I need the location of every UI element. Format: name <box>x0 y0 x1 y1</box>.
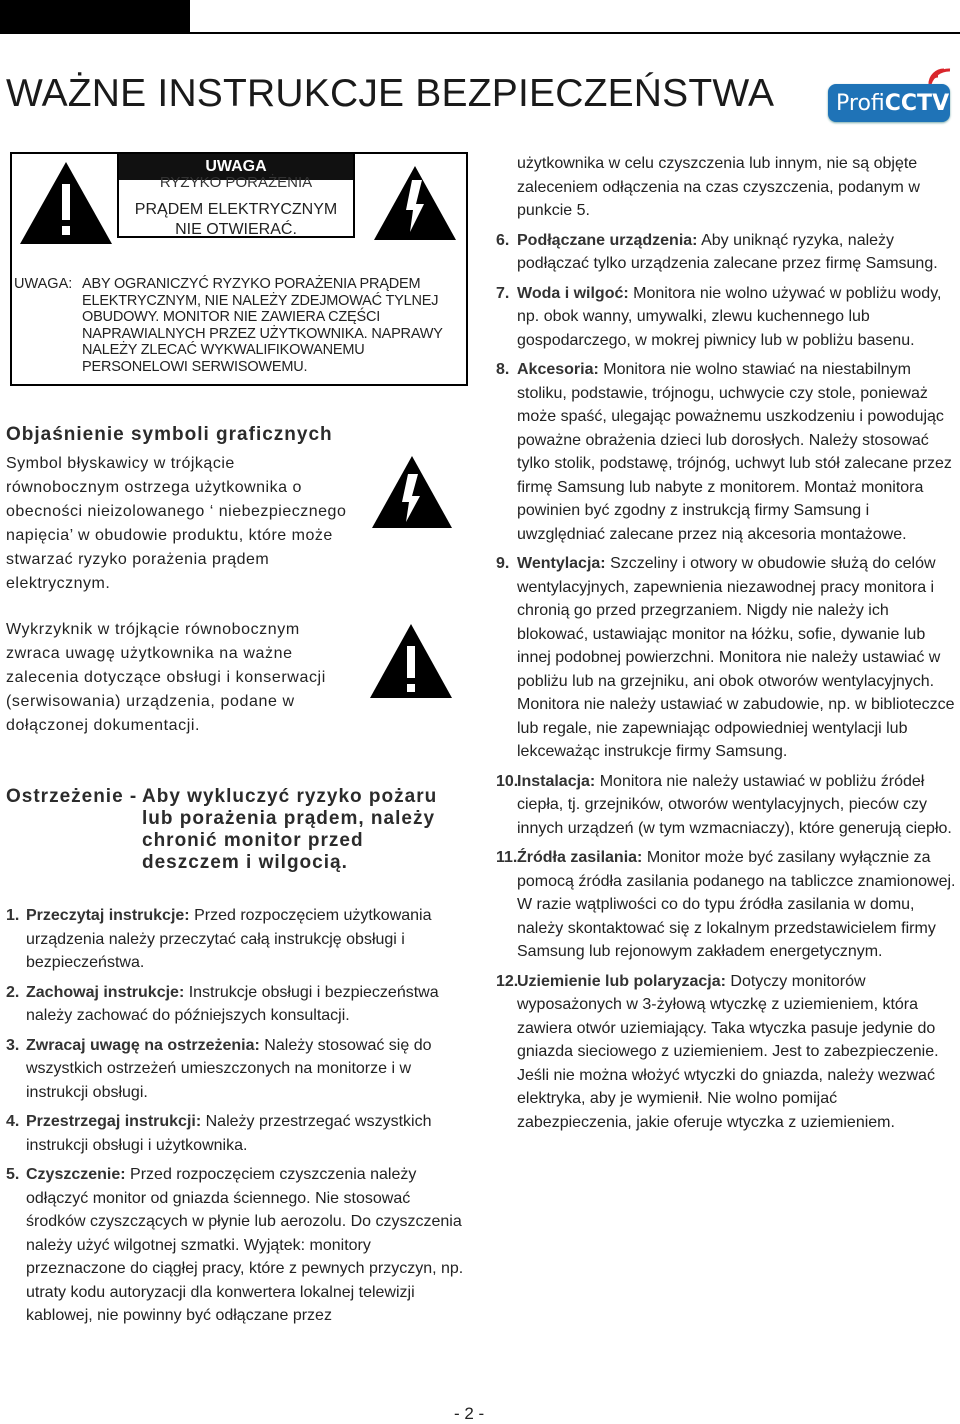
item-body: Monitor może być zasilany wyłącznie za pomocą źródła zasilania podanego na tabliczce znamionowej. W razie wątpliwości co do typu źródła zasilania w domu, należy skontaktować się z lokalnym przedstawicielem firmy Samsung lub rejonowym zakładem energetycznym. <box>517 849 956 960</box>
instructions-list-right <box>496 152 956 1140</box>
item-key: Uziemienie lub polaryzacja: <box>517 972 726 990</box>
item-body: Monitora nie należy ustawiać w pobliżu źródeł ciepła, tj. grzejników, otworów wentylacyjnych, pieców czy innych urządzeń (w tym wzmacniaczy), które generują ciepło. <box>517 772 952 837</box>
proficctv-logo <box>826 68 958 128</box>
item-number: 1. <box>6 907 20 924</box>
exclamation-warning-icon <box>18 160 114 251</box>
item-key: Czyszczenie: <box>26 1166 126 1183</box>
caution-header <box>117 152 355 238</box>
list-item <box>496 970 956 1135</box>
caution-body: ABY OGRANICZYĆ RYZYKO PORAŻENIA PRĄDEM ELEKTRYCZNYM, NIE NALEŻY ZDEJMOWAĆ TYLNEJ OBUDOWY. MONITOR NIE ZAWIERA CZĘŚCI NAPRAWIALNYCH PRZEZ UŻYTKOWNIKA. NAPRAWY NALEŻY ZLECAĆ WYKWALIFIKOWANEMU PERSONELOWI SERWISOWEMU. <box>82 276 443 375</box>
list-item <box>496 552 956 764</box>
symbols-heading: Objaśnienie symboli graficznych <box>6 424 333 445</box>
item-number: 8. <box>496 361 510 378</box>
item-body: Należy stosować się do wszystkich ostrzeżeń umieszczonych na monitorze i w instrukcji obsługi. <box>26 1036 432 1101</box>
page-title: WAŻNE INSTRUKCJE BEZPIECZEŃSTWA <box>6 72 775 115</box>
item-text <box>6 1163 471 1328</box>
exclamation-triangle-icon <box>368 622 454 705</box>
item-body: Przed rozpoczęciem użytkowania urządzenia należy przeczytać całą instrukcję obsługi i bezpieczeństwa. <box>26 907 432 971</box>
item-text <box>496 552 956 764</box>
caution-label: UWAGA: <box>14 276 73 292</box>
item-key: Wentylacja: <box>517 555 606 572</box>
item-key: Źródła zasilania: <box>517 849 643 866</box>
list-item <box>496 770 956 841</box>
item-key: Woda i wilgoć: <box>517 284 629 302</box>
item-text <box>496 846 956 964</box>
list-item <box>496 846 956 964</box>
item-body: Przed rozpoczęciem czyszczenia należy odłączyć monitor od gniazda ściennego. Nie stosować środków czyszczących w płynie lub aerozolu. Do czyszczenia należy użyć wilgotnej szmatki. Wyjątek: monitory przeznaczone do ciągłej pracy, które z pewnych przyczyn, np. utraty kodu autoryzacji dla konwertera lokalnej telewizji kablowej, nie powinny być odłączane przez <box>26 1166 464 1324</box>
page-number: - 2 - <box>454 1404 485 1423</box>
item-number: 11. <box>496 849 518 866</box>
item-number: 9. <box>496 555 510 572</box>
item-key: Zachowaj instrukcje: <box>26 983 185 1001</box>
item-key: Zwracaj uwagę na ostrzeżenia: <box>26 1036 260 1054</box>
item-number: 5. <box>6 1166 20 1183</box>
list-item <box>6 1163 471 1328</box>
item-text <box>496 229 956 276</box>
caution-line-2: PRĄDEM ELEKTRYCZNYM NIE OTWIERAĆ. <box>134 201 338 238</box>
list-item <box>496 152 956 223</box>
lightning-triangle-icon <box>370 454 454 535</box>
caution-header-label: UWAGA <box>119 154 353 180</box>
item-number: 3. <box>6 1036 20 1054</box>
item-number: 4. <box>6 1113 20 1130</box>
item-body: użytkownika w celu czyszczenia lub innym, nie są objęte zaleceniem odłączenia na czas czyszczenia, podanym w punkcie 5. <box>517 155 920 219</box>
item-body: Aby uniknąć ryzyka, należy podłączać tylko urządzenia zalecane przez firmę Samsung. <box>517 231 938 272</box>
item-text <box>6 981 471 1028</box>
item-body: Należy przestrzegać wszystkich instrukcji obsługi i użytkownika. <box>26 1113 432 1154</box>
list-item <box>6 981 471 1028</box>
item-key: Przestrzegaj instrukcji: <box>26 1113 202 1130</box>
logo-text: ProfiCCTV <box>836 91 950 116</box>
item-key: Akcesoria: <box>517 361 599 378</box>
item-number: 12. <box>496 972 519 990</box>
item-number: 7. <box>496 284 510 302</box>
fire-warning-text: Aby wykluczyć ryzyko pożaru lub porażenia prądem, należy chronić monitor przed deszczem i wilgocią. <box>142 786 438 873</box>
header-black-bar <box>0 0 190 34</box>
item-body: Dotyczy monitorów wyposażonych w 3-żyłową wtyczkę z uziemieniem, która zawiera otwór uziemiający. Taka wtyczka pasuje jedynie do gniazda sieciowego z uziemieniem. Jest to zabezpieczenie. Jeśli nie można włożyć wtyczki do gniazda, należy wezwać elektryka, aby je wymienił. Nie wolno pomijać zabezpieczenia, jakie oferuje wtyczka z uziemieniem. <box>517 972 939 1131</box>
caution-line-1: RYZYKO PORAŻENIA <box>159 174 313 188</box>
list-item <box>6 1110 471 1157</box>
header-rule <box>190 32 960 34</box>
lightning-explanation: Symbol błyskawicy w trójkącie równobocznym ostrzega użytkownika o obecności nieizolowanego ‘ niebezpiecznego napięcia’ w obudowie produktu, które może stwarzać ryzyko porażenia prądem elektrycznym. <box>6 455 347 592</box>
item-number: 6. <box>496 231 510 249</box>
item-key: Podłączane urządzenia: <box>517 231 698 249</box>
item-body: Instrukcje obsługi i bezpieczeństwa należy zachować do późniejszych konsultacji. <box>26 983 439 1024</box>
exclamation-explanation: Wykrzyknik w trójkącie równobocznym zwraca uwagę użytkownika na ważne zalecenia dotyczące obsługi i konserwacji (serwisowania) urządzenia, podane w dołączonej dokumentacji. <box>6 621 326 734</box>
list-item <box>6 904 471 975</box>
list-item <box>496 358 956 546</box>
item-text <box>496 282 956 353</box>
list-item <box>496 282 956 353</box>
item-text <box>6 904 471 975</box>
item-key: Instalacja: <box>517 772 596 790</box>
item-body: Monitora nie wolno używać w pobliżu wody, np. obok wanny, umywalki, zlewu kuchennego lub gospodarczego, w mokrej piwnicy lub w pobliżu basenu. <box>517 284 942 349</box>
item-number: 10. <box>496 772 519 790</box>
item-text <box>496 770 956 841</box>
lightning-warning-icon <box>372 164 458 247</box>
fire-warning-label: Ostrzeżenie - <box>6 786 138 807</box>
item-text <box>496 970 956 1135</box>
item-key: Przeczytaj instrukcje: <box>26 907 190 924</box>
item-text <box>6 1034 471 1105</box>
item-text <box>496 152 956 223</box>
item-text <box>6 1110 471 1157</box>
instructions-list-left <box>6 904 471 1334</box>
item-body: Szczeliny i otwory w obudowie służą do celów wentylacyjnych, zapewnienia niezawodnej pracy monitora i chronią go przed przegrzaniem. Nigdy nie należy ich blokować, ustawiając monitor na łóżku, sofie, dywanie lub innej podobnej powierzchni. Monitora nie należy ustawiać w pobliżu lub na grzejniku, ani obok otworów wentylacyjnych. Monitora nie należy ustawiać w zabudowie, np. w biblioteczce lub regale, nie zapewniając odpowiedniej wentylacji lub lekceważąc instrukcje firmy Samsung. <box>517 555 955 760</box>
item-number: 2. <box>6 983 20 1001</box>
item-body: Monitora nie wolno stawiać na niestabilnym stoliku, podstawie, trójnogu, uchwycie czy stole, ponieważ może spaść, ulegając poważnemu uszkodzeniu i powodując poważne obrażenia dzieci lub dorosłych. Należy stosować tylko stolik, podstawę, trójnóg, uchwyt lub stół zalecane przez firmę Samsung lub nabyte z monitorem. Montaż monitora powinien być zgodny z instrukcją firmy Samsung i uwzględniać zalecane przez nią akcesoria montażowe. <box>517 361 952 543</box>
list-item <box>496 229 956 276</box>
item-text <box>496 358 956 546</box>
list-item <box>6 1034 471 1105</box>
